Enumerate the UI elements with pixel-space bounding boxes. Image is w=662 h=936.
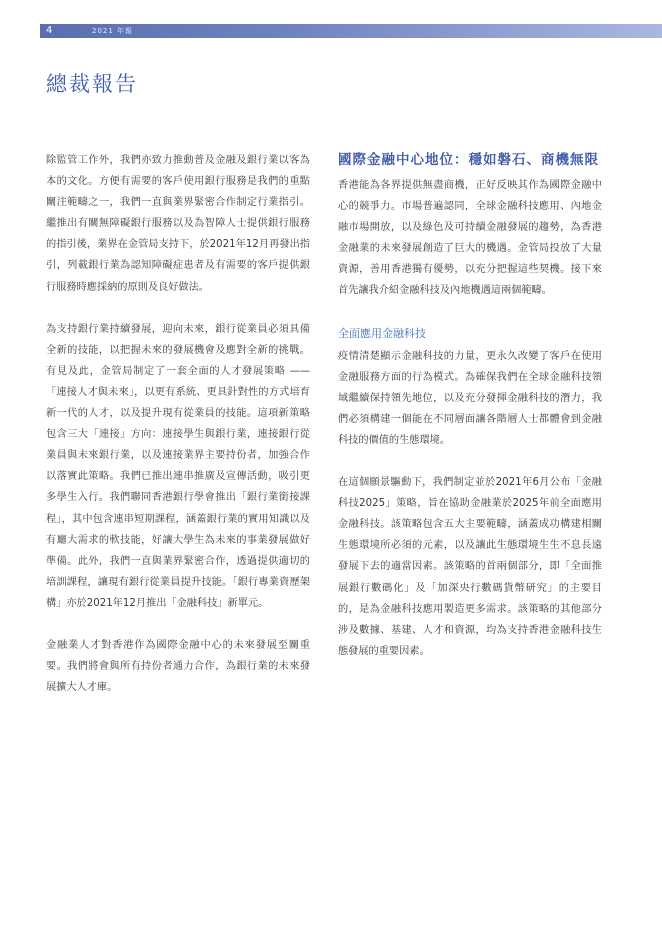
- page-number: 4: [46, 25, 53, 36]
- section-heading: 國際金融中心地位：穩如磐石、商機無限: [338, 152, 599, 168]
- paragraph-talent-strategy: 為支持銀行業持續發展，迎向未來，銀行從業員必須具備全新的技能，以把握未來的發展機會及應對全新的挑戰。有見及此，金管局制定了一套全面的人才發展策略 ——「連接人才與未來」，以更有系統、更具針對性的方式培育新一代的人才，以及提升現有從業員的技能。這項新策略包含三大「連接」方向：連接學生與銀行業，連接銀行從業員與未來銀行業，以及連接業界主要持份者，加強合作以落實此策略。我們已推出連串推廣及宣傳活動，吸引更多學生入行。我們聯同香港銀行學會推出「銀行業銜接課程」，其中包含連串短期課程，涵蓋銀行業的實用知識以及有廳大需求的軟技能，好讓大學生為未來的事業發展做好準備。此外，我們一直與業界緊密合作，透過提供適切的培訓課程，讓現有銀行從業員提升技能。「銀行專業資歷架構」亦於2021年12月推出「金融科技」新單元。: [46, 323, 310, 609]
- header-bar: [40, 24, 662, 38]
- paragraph-talent-pool: 金融業人才對香港作為國際金融中心的未來發展至關重要。我們將會與所有持份者通力合作，為銀行業的未來發展擴大人才庫。: [46, 639, 310, 694]
- sub-heading-fintech: 全面應用金融科技: [338, 326, 426, 340]
- paragraph-fintech-2025: 在這個願景驅動下，我們制定並於2021年6月公布「金融科技2025」策略，旨在協助金融業於2025年前全面應用金融科技。該策略包含五大主要範疇，涵蓋成功構建相關生態環境所必須的元素，以及讓此生態環境生生不息長遠發展下去的適當因素。該策略的首兩個部分，即「全面推展銀行數碼化」及「加深央行數碼貨幣研究」的主要目的，是為金融科技應用製造更多需求。該策略的其他部分涉及數據、基建、人才和資源，均為支持香港金融科技生態發展的重要因素。: [338, 477, 602, 657]
- paragraph-inclusive-banking: 除監管工作外，我們亦致力推動普及金融及銀行業以客為本的文化。方便有需要的客戶使用銀行服務是我們的重點關注範疇之一，我們一直與業界緊密合作制定行業指引。繼推出有關無障礙銀行服務以及為智障人士提供銀行服務的指引後，業界在金管局支持下，於2021年12月再發出指引，列載銀行業為認知障礙症患者及有需要的客戶提供銀行服務時應採納的原則及良好做法。: [46, 155, 310, 293]
- page-title: 總裁報告: [46, 72, 138, 96]
- left-column: [46, 150, 310, 719]
- right-column: [338, 150, 602, 683]
- paragraph-ifc-intro: 香港能為各界提供無盡商機，正好反映其作為國際金融中心的競爭力。市場普遍認同，全球金融科技應用、內地金融市場開放，以及綠色及可持續金融發展的趨勢，為香港金融業的未來發展創造了巨大的機遇。金管局投放了大量資源，善用香港獨有優勢，以充分把握這些契機。接下來首先讓我介紹金融科技及內地機遇這兩個範疇。: [338, 180, 602, 297]
- paragraph-fintech-pandemic: 疫情清楚顯示金融科技的力量，更永久改變了客戶在使用金融服務方面的行為模式。為確保我們在全球金融科技領域繼續保持領先地位，以及充分發揮金融科技的潛力，我們必須構建一個能在不同層面讓各階層人士都體會到金融科技的價值的生態環境。: [338, 350, 602, 446]
- report-label: 2021 年報: [92, 27, 134, 35]
